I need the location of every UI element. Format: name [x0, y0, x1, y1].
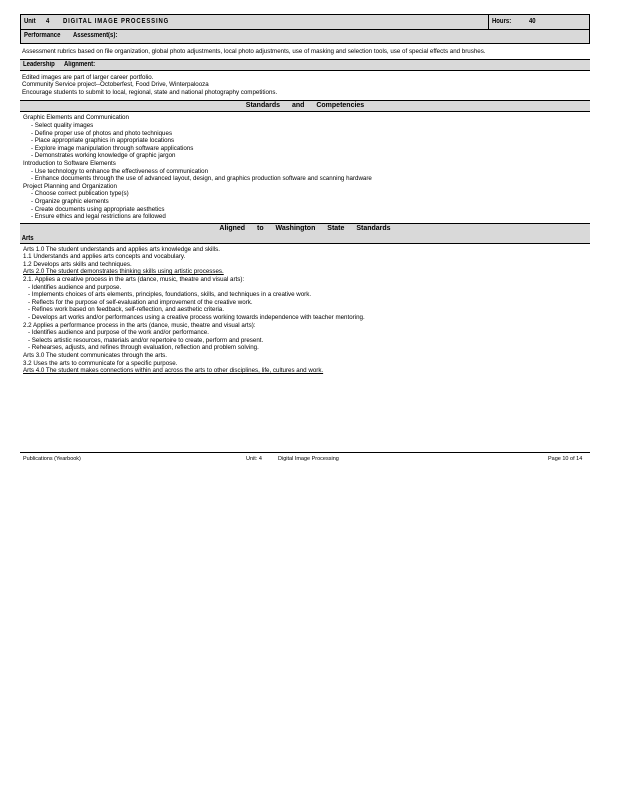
washington-heading: Aligned to Washington State Standards	[20, 223, 590, 234]
page-footer	[20, 452, 590, 465]
unit-header	[20, 14, 590, 44]
leadership-lines	[20, 74, 590, 97]
washington-standard-line: 2.2 Applies a performance process in the arts (dance, music, theatre and visual arts):	[23, 321, 256, 329]
standards-list	[20, 114, 590, 220]
standards-heading: Standards and Competencies	[20, 100, 590, 112]
document-page	[20, 14, 590, 375]
washington-standard-line: 1.2 Develops arts skills and techniques.	[23, 260, 132, 268]
washington-standard-line: - Identifies audience and purpose of the work and/or performance.	[28, 329, 209, 337]
standards-item: - Choose correct publication type(s)	[31, 190, 129, 198]
unit-label: Unit	[24, 18, 36, 25]
washington-standard-line: - Identifies audience and purpose.	[28, 283, 122, 291]
arts-subheading: Arts	[21, 234, 34, 242]
standards-group-title: Introduction to Software Elements	[23, 159, 116, 167]
leadership-line: Community Service project--Octoberfest, Food Drive, Winterpalooza	[22, 81, 209, 89]
washington-standard-line: - Selects artistic resources, materials and/or repertoire to create, perform and present.	[28, 336, 264, 344]
washington-standard-line: - Reflects for the purpose of self-evaluation and improvement of the creative work.	[28, 298, 253, 306]
washington-standard-line: 1.1 Understands and applies arts concepts and vocabulary.	[23, 253, 186, 261]
standards-item: - Ensure ethics and legal restrictions are followed	[31, 213, 166, 221]
standards-group-title: Project Planning and Organization	[23, 182, 117, 190]
performance-label: Performance	[24, 32, 61, 39]
washington-standard-line: - Rehearses, adjusts, and refines through evaluation, reflection and problem solving.	[28, 344, 259, 352]
footer-unit: Unit: 4	[246, 456, 262, 462]
standards-item: - Define proper use of photos and photo techniques	[31, 129, 173, 137]
footer-title: Digital Image Processing	[278, 456, 339, 462]
washington-list	[20, 246, 590, 375]
washington-standard-line: Arts 2.0 The student demonstrates thinking skills using artistic processes.	[23, 268, 224, 276]
leadership-bar	[20, 59, 590, 71]
washington-standard-line: - Develops art works and/or performances using a creative process working towards independence with teacher mentoring.	[28, 314, 365, 322]
washington-standard-line: Arts 1.0 The student understands and applies arts knowledge and skills.	[23, 245, 220, 253]
standards-item: - Demonstrates working knowledge of graphic jargon	[31, 152, 176, 160]
arts-subheading-bar	[20, 234, 590, 244]
hours-divider	[488, 15, 489, 29]
standards-item: - Create documents using appropriate aesthetics	[31, 205, 165, 213]
standards-item: - Organize graphic elements	[31, 197, 109, 205]
standards-item: - Explore image manipulation through software applications	[31, 144, 194, 152]
leadership-label: Leadership	[23, 60, 55, 68]
assessment-text: Assessment rubrics based on file organization, global photo adjustments, local photo adjustments, use of masking and selection tools, use of special effects and brushes.	[22, 48, 486, 55]
standards-group-title: Graphic Elements and Communication	[23, 114, 129, 122]
leadership-line: Edited images are part of larger career portfolio.	[22, 73, 154, 81]
washington-standard-line: 3.2 Uses the arts to communicate for a specific purpose.	[23, 359, 178, 367]
washington-standard-line: Arts 3.0 The student communicates through the arts.	[23, 352, 167, 359]
washington-standard-line: Arts 4.0 The student makes connections within and across the arts to other disciplines, life, cultures and work.	[23, 367, 324, 375]
assessment-label: Assessment(s):	[73, 32, 118, 39]
footer-page: Page 10 of 14	[548, 456, 583, 462]
hours-label: Hours:	[492, 18, 512, 25]
washington-standard-line: - Implements choices of arts elements, principles, foundations, skills, and techniques in a creative work.	[28, 291, 312, 299]
standards-item: - Select quality images	[31, 121, 94, 129]
unit-title: DIGITAL IMAGE PROCESSING	[63, 18, 170, 25]
header-divider	[21, 29, 589, 30]
washington-standard-line: 2.1. Applies a creative process in the arts (dance, music, theatre and visual arts):	[23, 276, 245, 284]
washington-standard-line: - Refines work based on feedback, self-reflection, and aesthetic criteria.	[28, 306, 225, 314]
leadership-line: Encourage students to submit to local, regional, state and national photography competitions.	[22, 88, 278, 96]
hours-value: 40	[529, 18, 536, 25]
standards-item: - Enhance documents through the use of advanced layout, design, and graphics production software and scanning hardware	[31, 175, 372, 183]
standards-item: - Use technology to enhance the effectiveness of communication	[31, 167, 209, 175]
alignment-label: Alignment:	[64, 60, 96, 68]
standards-item: - Place appropriate graphics in appropriate locations	[31, 137, 175, 145]
footer-left: Publications (Yearbook)	[23, 456, 81, 462]
unit-number: 4	[46, 18, 50, 25]
